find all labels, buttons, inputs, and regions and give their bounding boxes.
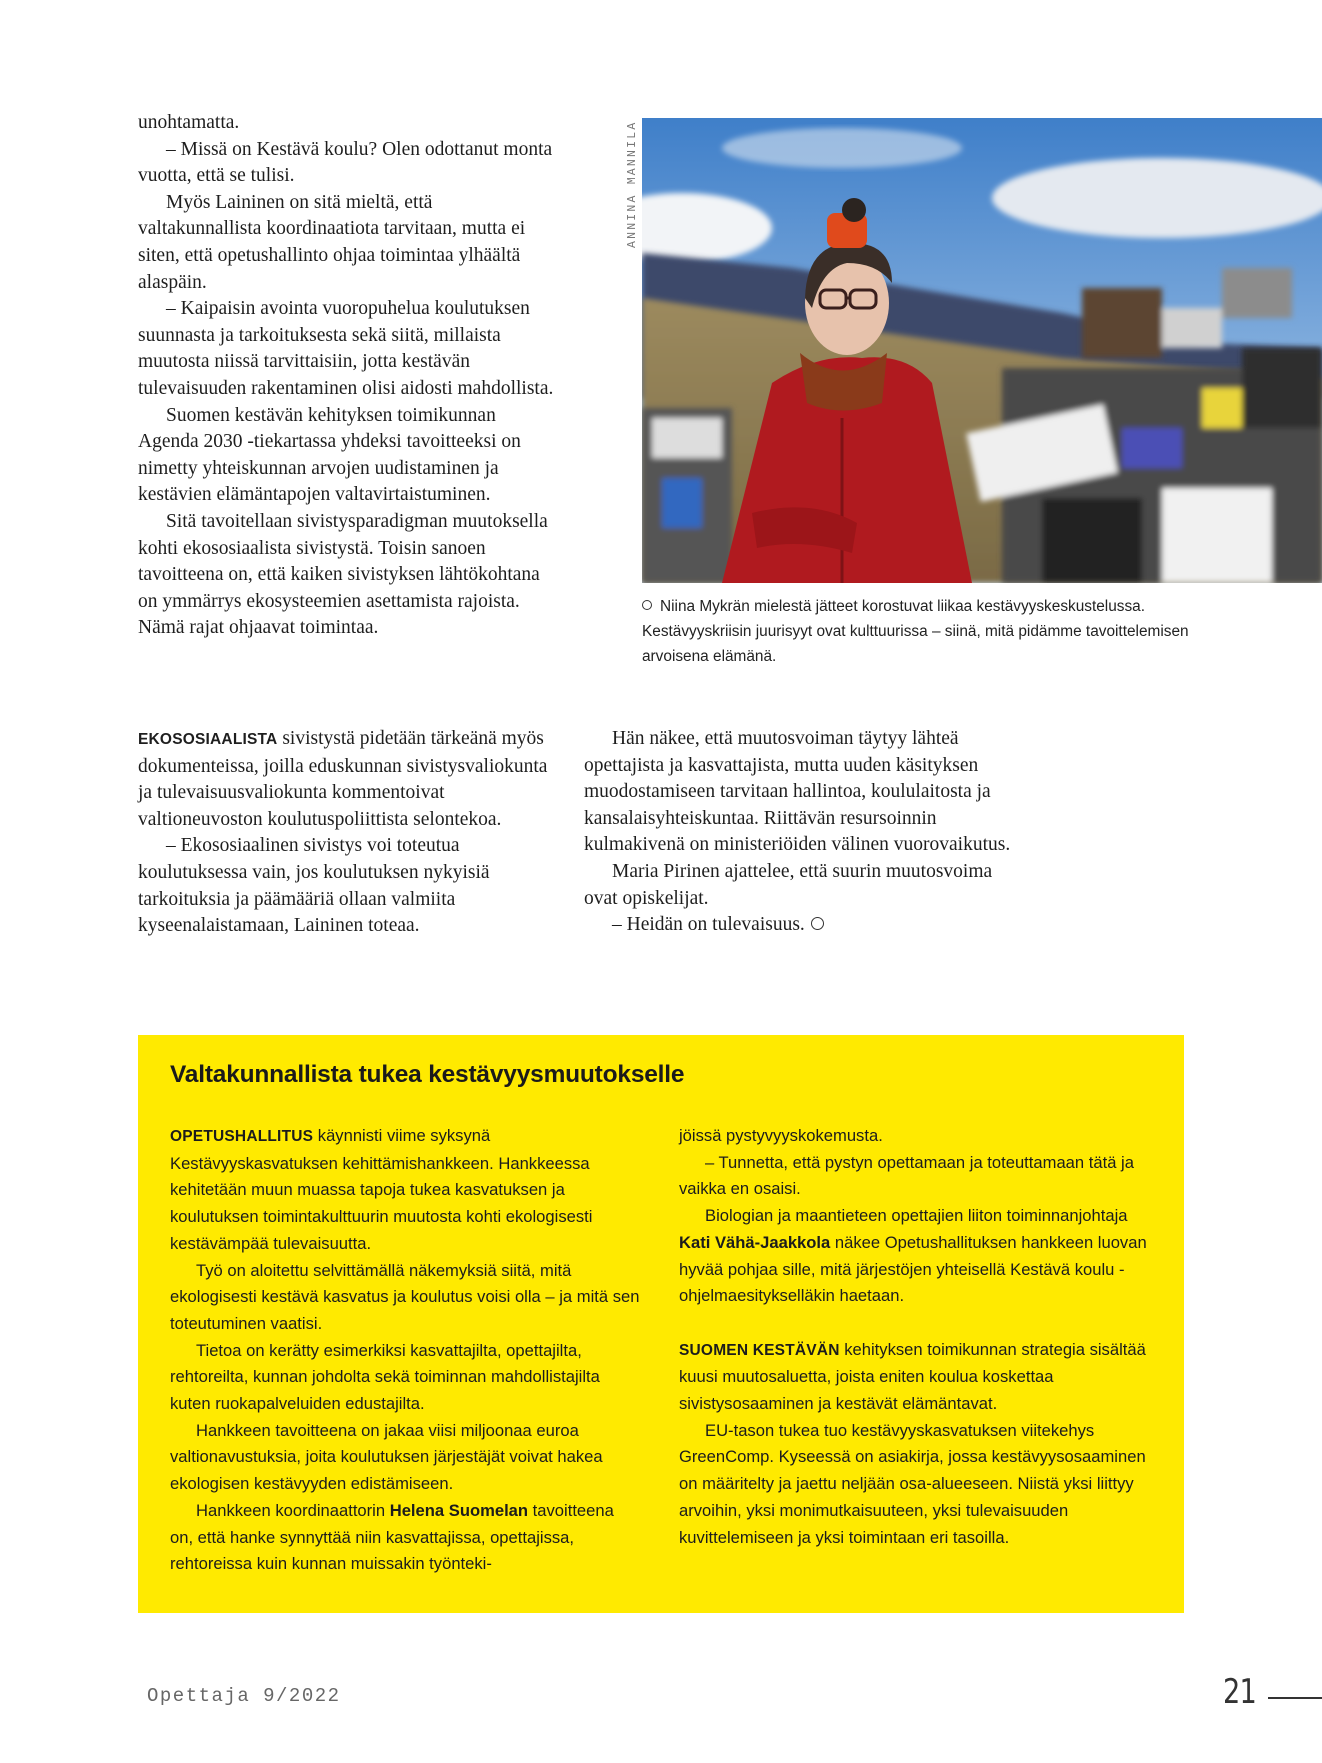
paragraph: – Ekososiaalinen sivistys voi toteutua koulutuksessa vain, jos koulutuksen nykyisiä tarkoituksia ja päämääriä ollaan valmiita kyseenalaistamaan, Laininen toteaa. — [138, 835, 490, 937]
circle-bullet-icon — [642, 600, 652, 610]
article-column-top-left — [138, 110, 558, 642]
paragraph: Työ on aloitettu selvittämällä näkemyksiä siitä, mitä ekologisesti kestävä kasvatus ja koulutus voisi olla – ja mitä sen toteutuminen vaatisi. — [170, 1260, 640, 1333]
footer-rule — [1268, 1697, 1322, 1699]
fact-box-title: Valtakunnallista tukea kestävyysmuutokselle — [170, 1061, 685, 1088]
photo-woman-at-landfill — [642, 118, 1322, 583]
circle-end-mark-icon — [811, 917, 824, 930]
article-column-mid-left — [138, 726, 558, 940]
paragraph: unohtamatta. — [138, 112, 240, 133]
article-photo — [642, 118, 1322, 583]
photo-credit — [625, 118, 641, 248]
lead-in: OPETUSHALLITUS — [170, 1128, 314, 1145]
paragraph-text: käynnisti viime syksynä Kestävyyskasvatuksen kehittämishankkeen. Hankkeessa kehitetään muun muassa tapoja tukea kasvatuksen ja koulutuksen toimintakulttuurin muutosta kohti ekologisesti kestävämpää tulevaisuutta. — [170, 1126, 593, 1253]
fact-box-column-right — [679, 1123, 1159, 1551]
article-column-mid-right — [584, 726, 1014, 939]
fact-box-column-left — [170, 1123, 640, 1578]
paragraph: Myös Laininen on sitä mieltä, että valtakunnallista koordinaatiota tarvitaan, mutta ei siten, että opetushallinto ohjaa toimintaa ylhäältä alaspäin. — [138, 191, 526, 293]
paragraph — [138, 726, 558, 833]
fact-box — [138, 1035, 1184, 1613]
paragraph — [679, 1337, 1159, 1418]
paragraph: jöissä pystyvyyskokemusta. — [679, 1126, 883, 1145]
paragraph: – Missä on Kestävä koulu? Olen odottanut monta vuotta, että se tulisi. — [138, 138, 553, 187]
paragraph-text: sivistystä pidetään tärkeänä myös dokumenteissa, joilla eduskunnan sivistysvaliokunta ja tulevaisuusvaliokunta kommentoivat valtioneuvoston koulutuspoliittista selontekoa. — [138, 728, 548, 830]
paragraph: – Kaipaisin avointa vuoropuhelua koulutuksen suunnasta ja tarkoituksesta sekä siitä, millaista muutosta niissä tarvittaisiin, jotta kestävän tulevaisuuden rakentaminen olisi aidosti mahdollista. — [138, 298, 554, 399]
paragraph: Suomen kestävän kehityksen toimikunnan Agenda 2030 -tiekartassa yhdeksi tavoitteeksi on nimetty yhteiskunnan arvojen uudistaminen ja kestävien elämäntapojen valtavirtaistuminen. — [138, 404, 521, 506]
paragraph: Hankkeen tavoitteena on jakaa viisi miljoonaa euroa valtionavustuksia, joita koulutuksen järjestäjät voivat hakea ekologisen kestävyyden edistämiseen. — [170, 1420, 603, 1494]
paragraph-text: Biologian ja maantieteen opettajien liiton toiminnanjohtaja — [705, 1206, 1128, 1226]
paragraph-text: näkee Opetushallituksen hankkeen luovan hyvää pohjaa sille, mitä järjestöjen yhteisellä Kestävä koulu -ohjelmaesitykselläkin haetaan. — [679, 1232, 1147, 1306]
person-name: Helena Suomelan — [389, 1500, 529, 1520]
lead-in: EKOSOSIAALISTA — [138, 731, 278, 748]
paragraph-text: tavoitteena on, että hanke synnyttää niin kasvattajissa, opettajissa, rehtoreissa kuin kunnan muissakin työnteki- — [170, 1500, 614, 1574]
person-name: Kati Vähä-Jaakkola — [679, 1232, 831, 1252]
paragraph: EU-tason tukea tuo kestävyyskasvatuksen viitekehys GreenComp. Kyseessä on asiakirja, jossa kestävyysosaaminen on määritelty ja jaettu neljään osa-alueeseen. Niistä yksi liittyy arvoihin, yksi monimutkaisuuteen, yksi tulevaisuuden kuvittelemiseen ja yksi toimintaan eri tasoilla. — [679, 1420, 1146, 1547]
paragraph: Sitä tavoitellaan sivistysparadigman muutoksella kohti ekososiaalista sivistystä. Toisin sanoen tavoitteena on, että kaiken sivistyksen lähtökohtana on ymmärrys ekosysteemien asettamista rajoista. Nämä rajat ohjaavat toimintaa. — [138, 510, 548, 639]
paragraph-text: – Heidän on tulevaisuus. — [612, 914, 805, 936]
paragraph — [584, 912, 1014, 939]
page-number: 21 — [1223, 1672, 1257, 1712]
photo-credit-text: ANNINA MANNILA — [626, 120, 639, 248]
paragraph-text: kehityksen toimikunnan strategia sisältää kuusi muutosaluetta, joista eniten koulua koskettaa sivistysosaaminen ja kestävät elämäntavat. — [679, 1339, 1146, 1414]
paragraph-text: Hankkeen koordinaattorin — [196, 1500, 390, 1520]
paragraph — [170, 1123, 640, 1258]
photo-caption-text: Niina Mykrän mielestä jätteet korostuvat liikaa kestävyyskeskustelussa. Kestävyyskriisin juurisyyt ovat kulttuurissa – siinä, mitä pidämme tavoittelemisen arvoisena elämänä. — [642, 598, 1189, 665]
paragraph: – Tunnetta, että pystyn opettamaan ja toteuttamaan tätä ja vaikka en osaisi. — [679, 1152, 1134, 1199]
lead-in: SUOMEN KESTÄVÄN — [679, 1341, 840, 1359]
paragraph: Tietoa on kerätty esimerkiksi kasvattajilta, opettajilta, rehtoreilta, kunnan johdolta sekä toiminnan mahdollistajilta kuten ruokapalveluiden edustajilta. — [170, 1340, 600, 1414]
paragraph — [679, 1203, 1159, 1310]
photo-caption — [642, 594, 1202, 669]
paragraph: Maria Pirinen ajattelee, että suurin muutosvoima ovat opiskelijat. — [584, 860, 993, 909]
paragraph — [170, 1498, 640, 1578]
paragraph: Hän näkee, että muutosvoiman täytyy lähteä opettajista ja kasvattajista, mutta uuden käsityksen muodostamiseen tarvitaan hallintoa, koululaitosta ja kansalaisyhteiskuntaa. Riittävän resursoinnin kulmakivenä on ministeriöiden välinen vuorovaikutus. — [584, 728, 1011, 856]
magazine-issue: Opettaja 9/2022 — [147, 1685, 341, 1707]
